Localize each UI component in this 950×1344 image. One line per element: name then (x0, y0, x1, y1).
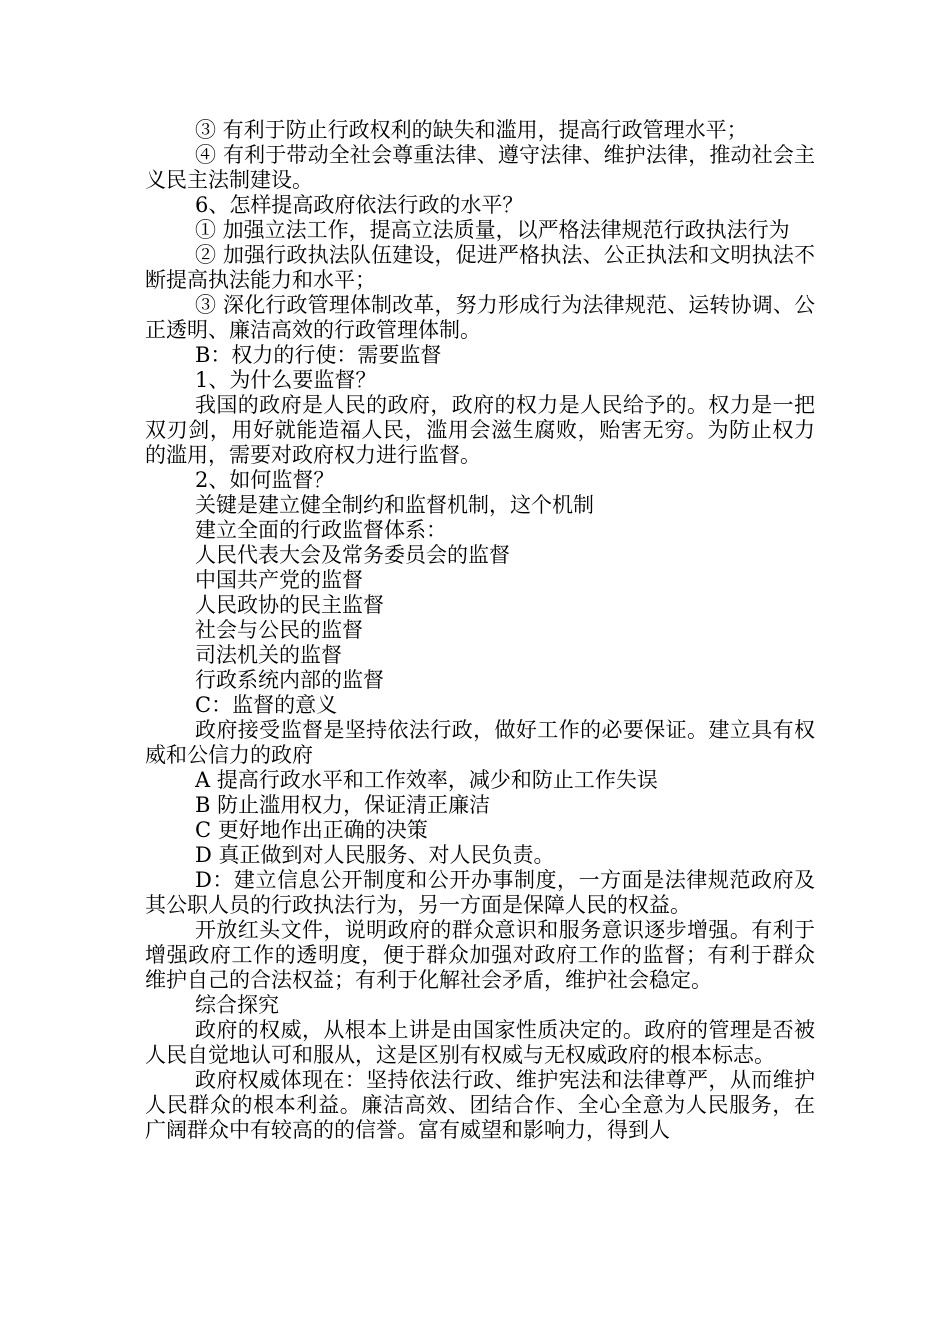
paragraph: ③ 深化行政管理体制改革，努力形成行为法律规范、运转协调、公正透明、廉洁高效的行政管理体制。 (145, 293, 815, 342)
list-item: 人民政协的民主监督 (195, 593, 384, 617)
paragraph: 政府权威体现在：坚持依法行政、维护宪法和法律尊严，从而维护人民群众的根本利益。廉洁高效、团结合作、全心全意为人民服务，在广阔群众中有较高的的信誉。富有威望和影响力，得到人 (145, 1068, 815, 1142)
list-item: 司法机关的监督 (195, 643, 342, 667)
paragraph: ④ 有利于带动全社会尊重法律、遵守法律、维护法律，推动社会主义民主法制建设。 (145, 143, 815, 192)
list-item: A 提高行政水平和工作效率，减少和防止工作失误 (195, 768, 658, 792)
list-item: 人民代表大会及常务委员会的监督 (195, 543, 510, 567)
paragraph: 政府的权威，从根本上讲是由国家性质决定的。政府的管理是否被人民自觉地认可和服从，这是区别有权威与无权威政府的根本标志。 (145, 1018, 815, 1067)
paragraph: D：建立信息公开制度和公开办事制度，一方面是法律规范政府及其公职人员的行政执法行为，另一方面是保障人民的权益。 (145, 868, 815, 917)
list-item: D 真正做到对人民服务、对人民负责。 (195, 843, 555, 867)
paragraph: ③ 有利于防止行政权利的缺失和滥用，提高行政管理水平； (195, 118, 748, 142)
section-heading: 2、如何监督？ (195, 468, 335, 492)
paragraph: ① 加强立法工作，提高立法质量，以严格法律规范行政执法行为 (195, 218, 790, 242)
list-item: C 更好地作出正确的决策 (195, 818, 428, 842)
paragraph: 关键是建立健全制约和监督机制，这个机制 (195, 493, 594, 517)
list-item: B 防止滥用权力，保证清正廉洁 (195, 793, 491, 817)
section-heading: 综合探究 (195, 993, 279, 1017)
paragraph: 我国的政府是人民的政府，政府的权力是人民给予的。权力是一把双刃剑，用好就能造福人民，滥用会滋生腐败，贻害无穷。为防止权力的滥用，需要对政府权力进行监督。 (145, 393, 815, 467)
paragraph: 开放红头文件，说明政府的群众意识和服务意识逐步增强。有利于增强政府工作的透明度，便于群众加强对政府工作的监督；有利于群众维护自己的合法权益；有利于化解社会矛盾，维护社会稳定。 (145, 918, 815, 992)
list-item: 行政系统内部的监督 (195, 668, 384, 692)
paragraph: 政府接受监督是坚持依法行政，做好工作的必要保证。建立具有权威和公信力的政府 (145, 718, 815, 767)
section-heading: B：权力的行使：需要监督 (195, 343, 442, 367)
section-heading: 6、怎样提高政府依法行政的水平？ (195, 193, 524, 217)
paragraph: 建立全面的行政监督体系： (195, 518, 447, 542)
list-item: 社会与公民的监督 (195, 618, 363, 642)
paragraph: ② 加强行政执法队伍建设，促进严格执法、公正执法和文明执法不断提高执法能力和水平； (145, 243, 815, 292)
section-heading: C：监督的意义 (195, 693, 338, 717)
list-item: 中国共产党的监督 (195, 568, 363, 592)
document-body (145, 118, 815, 1143)
section-heading: 1、为什么要监督？ (195, 368, 377, 392)
